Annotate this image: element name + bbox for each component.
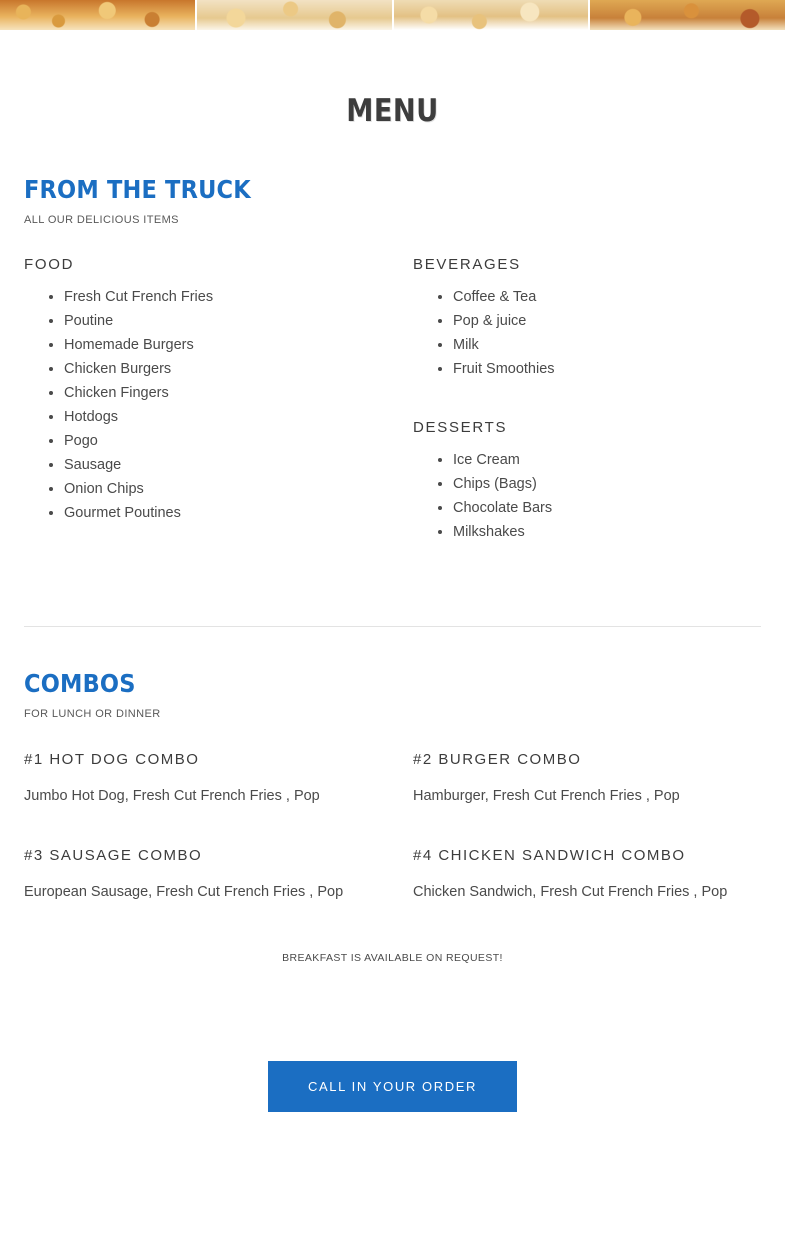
list-item: • Gourmet Poutines — [64, 501, 413, 525]
combo-description: Jumbo Hot Dog, Fresh Cut French Fries , Pop — [24, 788, 320, 804]
from-the-truck-columns — [24, 256, 761, 544]
list-item: • Milk — [453, 333, 761, 357]
list-item: • Fresh Cut French Fries — [64, 285, 413, 309]
list-item: • Pop & juice — [453, 309, 761, 333]
desserts-item-list — [413, 448, 761, 544]
combo-name: #1 HOT DOG COMBO — [24, 751, 200, 768]
combo-description: European Sausage, Fresh Cut French Fries , Pop — [24, 884, 344, 900]
hero-image-strip — [0, 0, 785, 30]
list-item: • Homemade Burgers — [64, 333, 413, 357]
cta-container — [24, 1061, 761, 1120]
combo-name: #2 BURGER COMBO — [413, 751, 582, 768]
list-item: • Chicken Fingers — [64, 381, 413, 405]
combo-item-4 — [413, 846, 761, 904]
hero-image-3 — [392, 0, 589, 30]
list-item: • Coffee & Tea — [453, 285, 761, 309]
section-subtitle-from-the-truck: ALL OUR DELICIOUS ITEMS — [24, 214, 179, 226]
combo-item-1 — [24, 750, 413, 808]
combo-grid — [24, 750, 761, 942]
combo-item-3 — [24, 846, 413, 904]
beverages-item-list — [413, 285, 761, 381]
list-item: • Sausage — [64, 453, 413, 477]
list-item: • Hotdogs — [64, 405, 413, 429]
list-item: • Chips (Bags) — [453, 472, 761, 496]
section-combos — [24, 669, 761, 964]
list-item: • Fruit Smoothies — [453, 357, 761, 381]
call-in-your-order-button[interactable]: CALL IN YOUR ORDER — [268, 1061, 517, 1112]
list-item: • Ice Cream — [453, 448, 761, 472]
section-from-the-truck — [24, 175, 761, 544]
list-item: • Chocolate Bars — [453, 496, 761, 520]
combo-description: Hamburger, Fresh Cut French Fries , Pop — [413, 788, 680, 804]
column-heading-beverages: BEVERAGES — [413, 256, 521, 273]
combo-name: #3 SAUSAGE COMBO — [24, 847, 203, 864]
menu-content — [0, 93, 785, 1120]
combo-item-2 — [413, 750, 761, 808]
desserts-block — [413, 419, 761, 544]
section-title-from-the-truck: FROM THE TRUCK — [24, 175, 251, 204]
list-item: • Chicken Burgers — [64, 357, 413, 381]
column-heading-food: FOOD — [24, 256, 75, 273]
breakfast-note: BREAKFAST IS AVAILABLE ON REQUEST! — [282, 952, 503, 964]
list-item: • Poutine — [64, 309, 413, 333]
column-food — [24, 256, 413, 544]
column-beverages-desserts — [413, 256, 761, 544]
column-heading-desserts: DESSERTS — [413, 419, 508, 436]
page-title: MENU — [346, 93, 439, 129]
hero-image-4 — [588, 0, 785, 30]
section-divider — [24, 626, 761, 627]
combo-description: Chicken Sandwich, Fresh Cut French Fries , Pop — [413, 884, 728, 900]
combo-name: #4 CHICKEN SANDWICH COMBO — [413, 847, 686, 864]
section-title-combos: COMBOS — [24, 669, 136, 698]
list-item: • Pogo — [64, 429, 413, 453]
hero-image-1 — [0, 0, 195, 30]
hero-image-2 — [195, 0, 392, 30]
section-subtitle-combos: FOR LUNCH OR DINNER — [24, 708, 161, 720]
list-item: • Onion Chips — [64, 477, 413, 501]
list-item: • Milkshakes — [453, 520, 761, 544]
food-item-list — [24, 285, 413, 525]
